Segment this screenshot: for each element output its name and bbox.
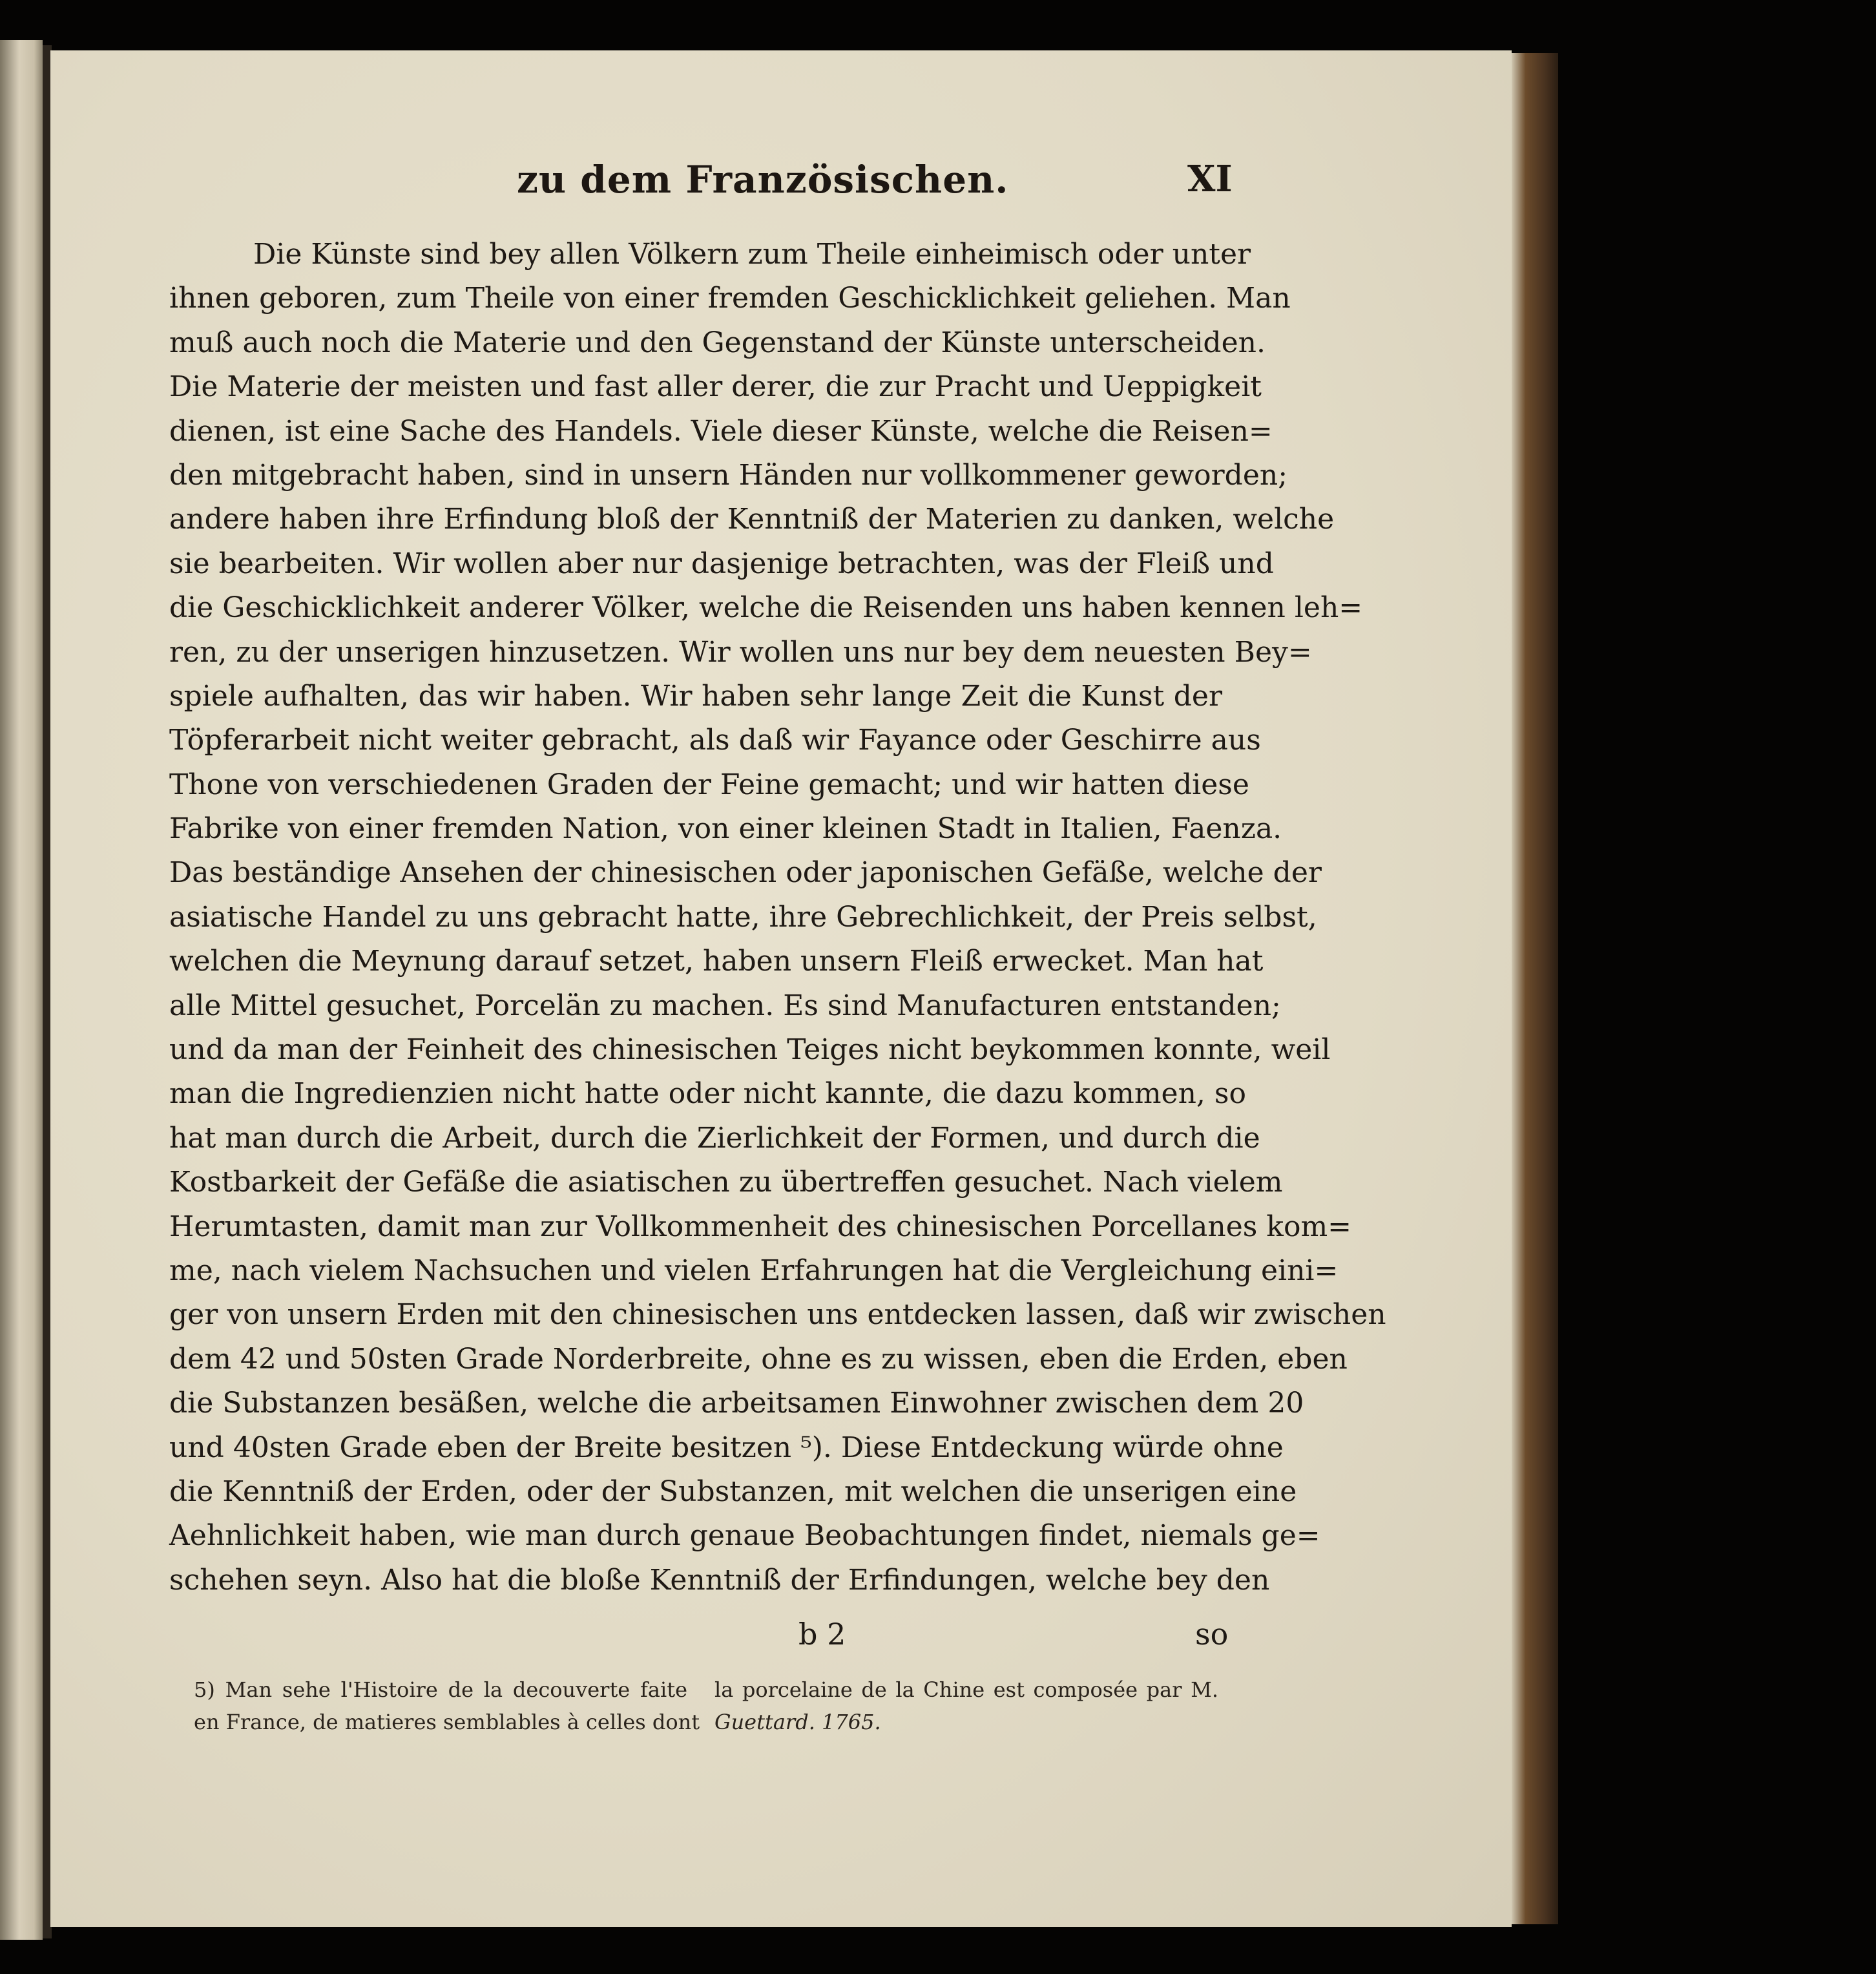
text-line: dienen, ist eine Sache des Handels. Viele dieser Künste, welche die Reisen=	[169, 414, 1273, 448]
text-line: me, nach vielem Nachsuchen und vielen Erfahrungen hat die Vergleichung eini=	[169, 1254, 1339, 1287]
footnote-left-column	[194, 1674, 700, 1738]
text-line: dem 42 und 50sten Grade Norderbreite, ohne es zu wissen, eben die Erden, eben	[169, 1342, 1348, 1376]
text-line: ren, zu der unserigen hinzusetzen. Wir wollen uns nur bey dem neuesten Bey=	[169, 635, 1312, 669]
catchword: so	[1195, 1617, 1229, 1652]
text-line: Das beständige Ansehen der chinesischen oder japonischen Gefäße, welche der	[169, 856, 1322, 890]
text-line: Thone von verschiedenen Graden der Feine gemacht; und wir hatten diese	[169, 768, 1249, 801]
footnote-year: 1765.	[822, 1710, 881, 1734]
body-text	[169, 233, 1386, 1602]
text-line: ihnen geboren, zum Theile von einer fremden Geschicklichkeit geliehen. Man	[169, 282, 1291, 315]
text-line: und da man der Feinheit des chinesischen Teiges nicht beykommen konnte, weil	[169, 1033, 1331, 1067]
page-number: XI	[1187, 158, 1233, 200]
text-line: Die Materie der meisten und fast aller derer, die zur Pracht und Ueppigkeit	[169, 370, 1262, 404]
text-line: Herumtasten, damit man zur Vollkommenheit des chinesischen Porcellanes kom=	[169, 1210, 1352, 1243]
footnote-author: Guettard.	[714, 1710, 815, 1734]
text-line: ger von unsern Erden mit den chinesischen uns entdecken lassen, daß wir zwischen	[169, 1298, 1386, 1332]
footnote-line: 5) Man sehe l'Histoire de la decouverte faite	[194, 1677, 687, 1702]
text-line: alle Mittel gesuchet, Porcelän zu machen. Es sind Manufacturen entstanden;	[169, 989, 1281, 1022]
footnote-line: la porcelaine de la Chine est composée par M.	[714, 1677, 1218, 1702]
text-line: man die Ingredienzien nicht hatte oder nicht kannte, die dazu kommen, so	[169, 1077, 1246, 1111]
left-page-edge	[0, 40, 43, 1940]
text-line: spiele aufhalten, das wir haben. Wir haben sehr lange Zeit die Kunst der	[169, 679, 1222, 713]
text-line: Die Künste sind bey allen Völkern zum Theile einheimisch oder unter	[253, 238, 1251, 271]
text-line: die Substanzen besäßen, welche die arbeitsamen Einwohner zwischen dem 20	[169, 1387, 1304, 1420]
text-line: asiatische Handel zu uns gebracht hatte, ihre Gebrechlichkeit, der Preis selbst,	[169, 900, 1317, 934]
running-head: zu dem Französischen.	[517, 158, 1009, 202]
text-line: sie bearbeiten. Wir wollen aber nur dasjenige betrachten, was der Fleiß und	[169, 547, 1274, 580]
page-right-edge	[1512, 53, 1558, 1924]
text-line: schehen seyn. Also hat die bloße Kenntniß der Erfindungen, welche bey den	[169, 1563, 1270, 1597]
text-line: die Kenntniß der Erden, oder der Substanzen, mit welchen die unserigen eine	[169, 1475, 1297, 1508]
text-line: welchen die Meynung darauf setzet, haben unsern Fleiß erwecket. Man hat	[169, 945, 1264, 978]
text-line: Töpferarbeit nicht weiter gebracht, als daß wir Fayance oder Geschirre aus	[169, 724, 1261, 757]
footnote-citation	[714, 1706, 1218, 1738]
signature-mark: b 2	[798, 1617, 846, 1652]
text-line: hat man durch die Arbeit, durch die Zierlichkeit der Formen, und durch die	[169, 1121, 1260, 1155]
footnote-right-column	[714, 1674, 1218, 1738]
footnote-line: en France, de matieres semblables à celles dont	[194, 1710, 700, 1734]
text-line: Kostbarkeit der Gefäße die asiatischen zu übertreffen gesuchet. Nach vielem	[169, 1166, 1283, 1199]
text-line: die Geschicklichkeit anderer Völker, welche die Reisenden uns haben kennen leh=	[169, 591, 1363, 625]
text-line: Aehnlichkeit haben, wie man durch genaue Beobachtungen findet, niemals ge=	[169, 1519, 1320, 1553]
text-line: den mitgebracht haben, sind in unsern Händen nur vollkommener geworden;	[169, 458, 1288, 492]
text-line: andere haben ihre Erfindung bloß der Kenntniß der Materien zu danken, welche	[169, 503, 1335, 536]
text-line: und 40sten Grade eben der Breite besitzen ⁵). Diese Entdeckung würde ohne	[169, 1431, 1284, 1464]
text-line: Fabrike von einer fremden Nation, von einer kleinen Stadt in Italien, Faenza.	[169, 812, 1282, 846]
text-line: muß auch noch die Materie und den Gegenstand der Künste unterscheiden.	[169, 326, 1266, 359]
